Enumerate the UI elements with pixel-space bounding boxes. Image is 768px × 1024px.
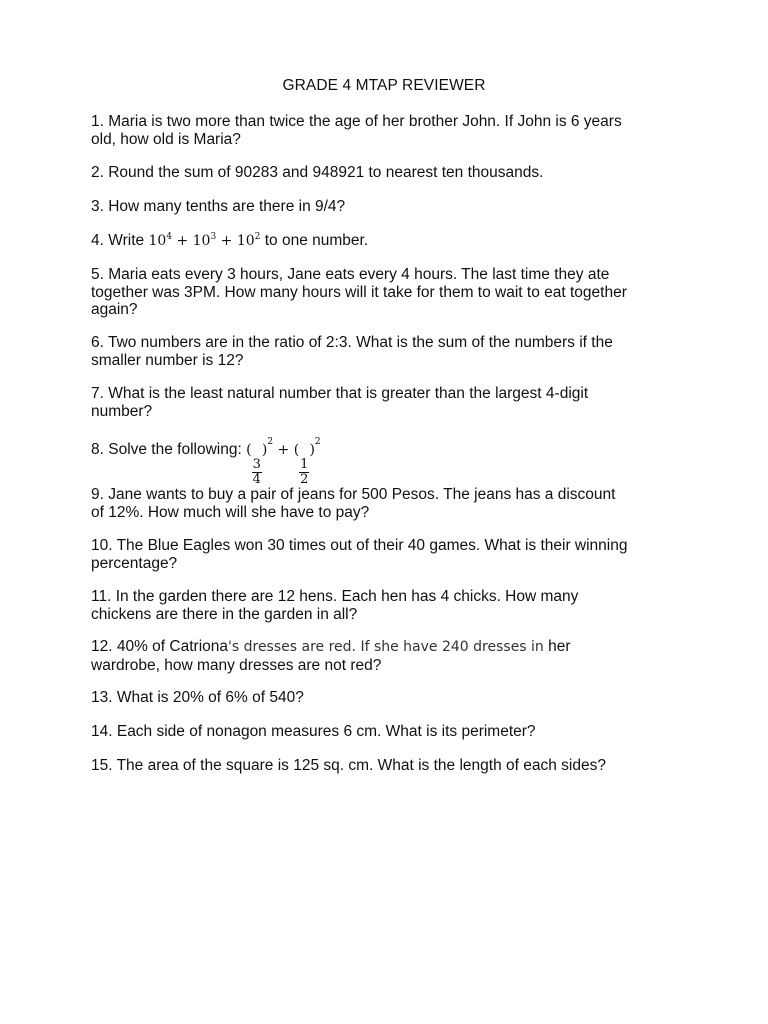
question-12-part-2: 's dresses are red. If she have 240 dresses in — [228, 639, 544, 655]
question-5-line-2: together was 3PM. How many hours will it take for them to wait to eat together — [91, 283, 627, 301]
question-3 — [91, 198, 691, 216]
question-10 — [91, 537, 691, 572]
question-12-part-3: her — [543, 638, 571, 655]
close-paren: ) — [309, 442, 315, 458]
question-1-line-2: old, how old is Maria? — [91, 130, 241, 148]
question-8-prefix: 8. Solve the following: — [91, 441, 242, 458]
question-4 — [91, 232, 691, 251]
question-5-line-3: again? — [91, 301, 138, 318]
question-3-text: 3. How many tenths are there in 9/4? — [91, 198, 346, 215]
question-6 — [91, 334, 691, 369]
question-5-line-1: 5. Maria eats every 3 hours, Jane eats every 4 hours. The last time they ate — [91, 266, 610, 283]
question-11 — [91, 588, 691, 623]
fraction-denominator: 2 — [300, 472, 309, 487]
plus-sign: + — [176, 233, 189, 249]
question-8 — [91, 434, 691, 487]
question-14 — [91, 723, 691, 741]
term-3-exponent: 2 — [254, 232, 261, 242]
plus-sign: + — [277, 442, 290, 458]
question-15-text: 15. The area of the square is 125 sq. cm. What is the length of each sides? — [91, 757, 606, 774]
term-1-base: 10 — [148, 233, 167, 249]
question-9-line-1: 9. Jane wants to buy a pair of jeans for 500 Pesos. The jeans has a discount — [91, 486, 616, 503]
fraction-one-half — [299, 458, 309, 487]
question-14-text: 14. Each side of nonagon measures 6 cm. What is its perimeter? — [91, 723, 536, 740]
question-9-line-2: of 12%. How much will she have to pay? — [91, 503, 370, 521]
question-4-prefix: 4. Write — [91, 232, 145, 249]
question-7-line-1: 7. What is the least natural number that is greater than the largest 4-digit — [91, 385, 589, 402]
question-12-part-1: 12. 40% of Catriona — [91, 638, 229, 655]
plus-sign: + — [220, 233, 233, 249]
open-paren: ( — [246, 442, 252, 458]
open-paren: ( — [293, 442, 300, 458]
question-10-line-1: 10. The Blue Eagles won 30 times out of their 40 games. What is their winning — [91, 537, 628, 554]
question-4-expression — [148, 233, 260, 249]
question-6-line-1: 6. Two numbers are in the ratio of 2:3. What is the sum of the numbers if the — [91, 334, 613, 351]
term-1-exponent: 4 — [166, 232, 172, 242]
term-2-base: 10 — [192, 233, 211, 249]
question-10-line-2: percentage? — [91, 554, 178, 572]
question-12-line-2: wardrobe, how many dresses are not red? — [91, 656, 382, 674]
fraction-denominator: 4 — [252, 472, 261, 487]
question-7 — [91, 385, 691, 420]
question-15 — [91, 757, 691, 775]
question-9 — [91, 486, 691, 521]
exponent: 2 — [267, 437, 274, 447]
question-12 — [91, 638, 691, 674]
question-6-line-2: smaller number is 12? — [91, 351, 244, 369]
term-2-exponent: 3 — [210, 232, 217, 242]
exponent: 2 — [314, 437, 321, 447]
close-paren: ) — [261, 442, 268, 458]
fraction-numerator: 3 — [252, 457, 261, 472]
fraction-three-quarters — [252, 458, 262, 487]
question-1 — [91, 113, 691, 148]
question-5 — [91, 266, 691, 319]
question-8-expression — [246, 437, 321, 487]
question-11-line-2: chickens are there in the garden in all? — [91, 605, 358, 623]
question-2-text: 2. Round the sum of 90283 and 948921 to nearest ten thousands. — [91, 164, 544, 181]
question-2 — [91, 164, 691, 182]
fraction-numerator: 1 — [300, 457, 309, 472]
question-13-text: 13. What is 20% of 6% of 540? — [91, 689, 304, 706]
question-4-suffix: to one number. — [264, 232, 369, 249]
question-7-line-2: number? — [91, 402, 153, 420]
question-1-line-1: 1. Maria is two more than twice the age of her brother John. If John is 6 years — [91, 113, 622, 130]
question-11-line-1: 11. In the garden there are 12 hens. Each hen has 4 chicks. How many — [91, 588, 579, 605]
question-13 — [91, 689, 691, 707]
term-3-base: 10 — [236, 233, 255, 249]
document-title: GRADE 4 MTAP REVIEWER — [282, 77, 486, 94]
